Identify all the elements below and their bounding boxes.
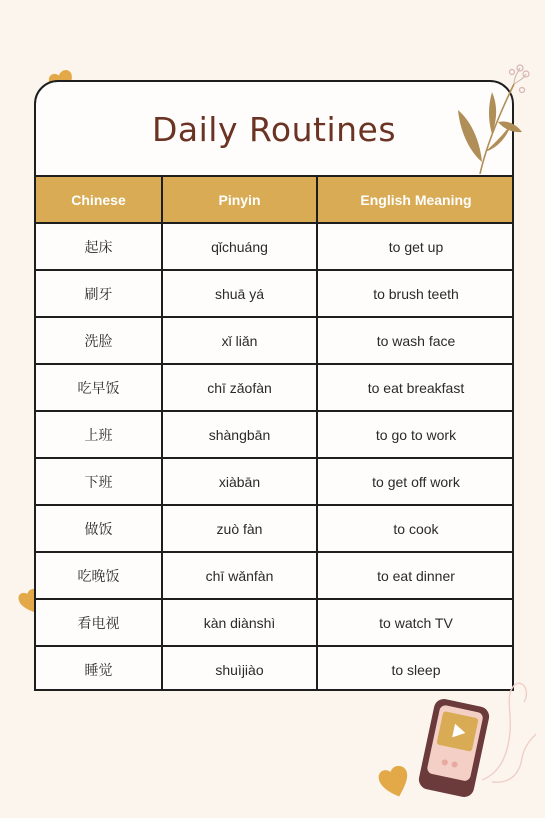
table-row — [35, 458, 514, 505]
table-row — [35, 599, 514, 646]
chinese-cell: 看电视 — [35, 599, 162, 646]
english-cell: to brush teeth — [317, 270, 514, 317]
chinese-cell: 洗脸 — [35, 317, 162, 364]
english-cell: to go to work — [317, 411, 514, 458]
music-player-icon — [412, 672, 540, 812]
chinese-cell: 上班 — [35, 411, 162, 458]
chinese-cell: 做饭 — [35, 505, 162, 552]
chinese-cell: 吃晚饭 — [35, 552, 162, 599]
pinyin-cell: kàn diànshì — [162, 599, 317, 646]
pinyin-cell: shàngbān — [162, 411, 317, 458]
table-row — [35, 270, 514, 317]
chinese-cell: 睡觉 — [35, 646, 162, 691]
leaf-branch-icon — [452, 62, 532, 177]
header-english: English Meaning — [317, 176, 514, 223]
chinese-cell: 吃早饭 — [35, 364, 162, 411]
heart-icon — [378, 763, 412, 799]
page-title: Daily Routines — [151, 109, 397, 149]
english-cell: to wash face — [317, 317, 514, 364]
pinyin-cell: zuò fàn — [162, 505, 317, 552]
pinyin-cell: qǐchuáng — [162, 223, 317, 270]
chinese-cell: 刷牙 — [35, 270, 162, 317]
table-row — [35, 317, 514, 364]
header-chinese: Chinese — [35, 176, 162, 223]
table-row — [35, 223, 514, 270]
english-cell: to watch TV — [317, 599, 514, 646]
english-cell: to get up — [317, 223, 514, 270]
pinyin-cell: xiàbān — [162, 458, 317, 505]
pinyin-cell: chī wǎnfàn — [162, 552, 317, 599]
pinyin-cell: shuā yá — [162, 270, 317, 317]
english-cell: to eat dinner — [317, 552, 514, 599]
pinyin-cell: shuìjiào — [162, 646, 317, 691]
table-row — [35, 411, 514, 458]
table-row — [35, 552, 514, 599]
chinese-cell: 下班 — [35, 458, 162, 505]
table-header-row — [35, 176, 514, 223]
english-cell: to sleep — [317, 646, 514, 691]
english-cell: to get off work — [317, 458, 514, 505]
english-cell: to eat breakfast — [317, 364, 514, 411]
header-pinyin: Pinyin — [162, 176, 317, 223]
routines-table — [34, 175, 514, 691]
pinyin-cell: xǐ liǎn — [162, 317, 317, 364]
table-row — [35, 364, 514, 411]
table-row — [35, 505, 514, 552]
pinyin-cell: chī zǎofàn — [162, 364, 317, 411]
chinese-cell: 起床 — [35, 223, 162, 270]
routines-card — [34, 80, 514, 691]
english-cell: to cook — [317, 505, 514, 552]
